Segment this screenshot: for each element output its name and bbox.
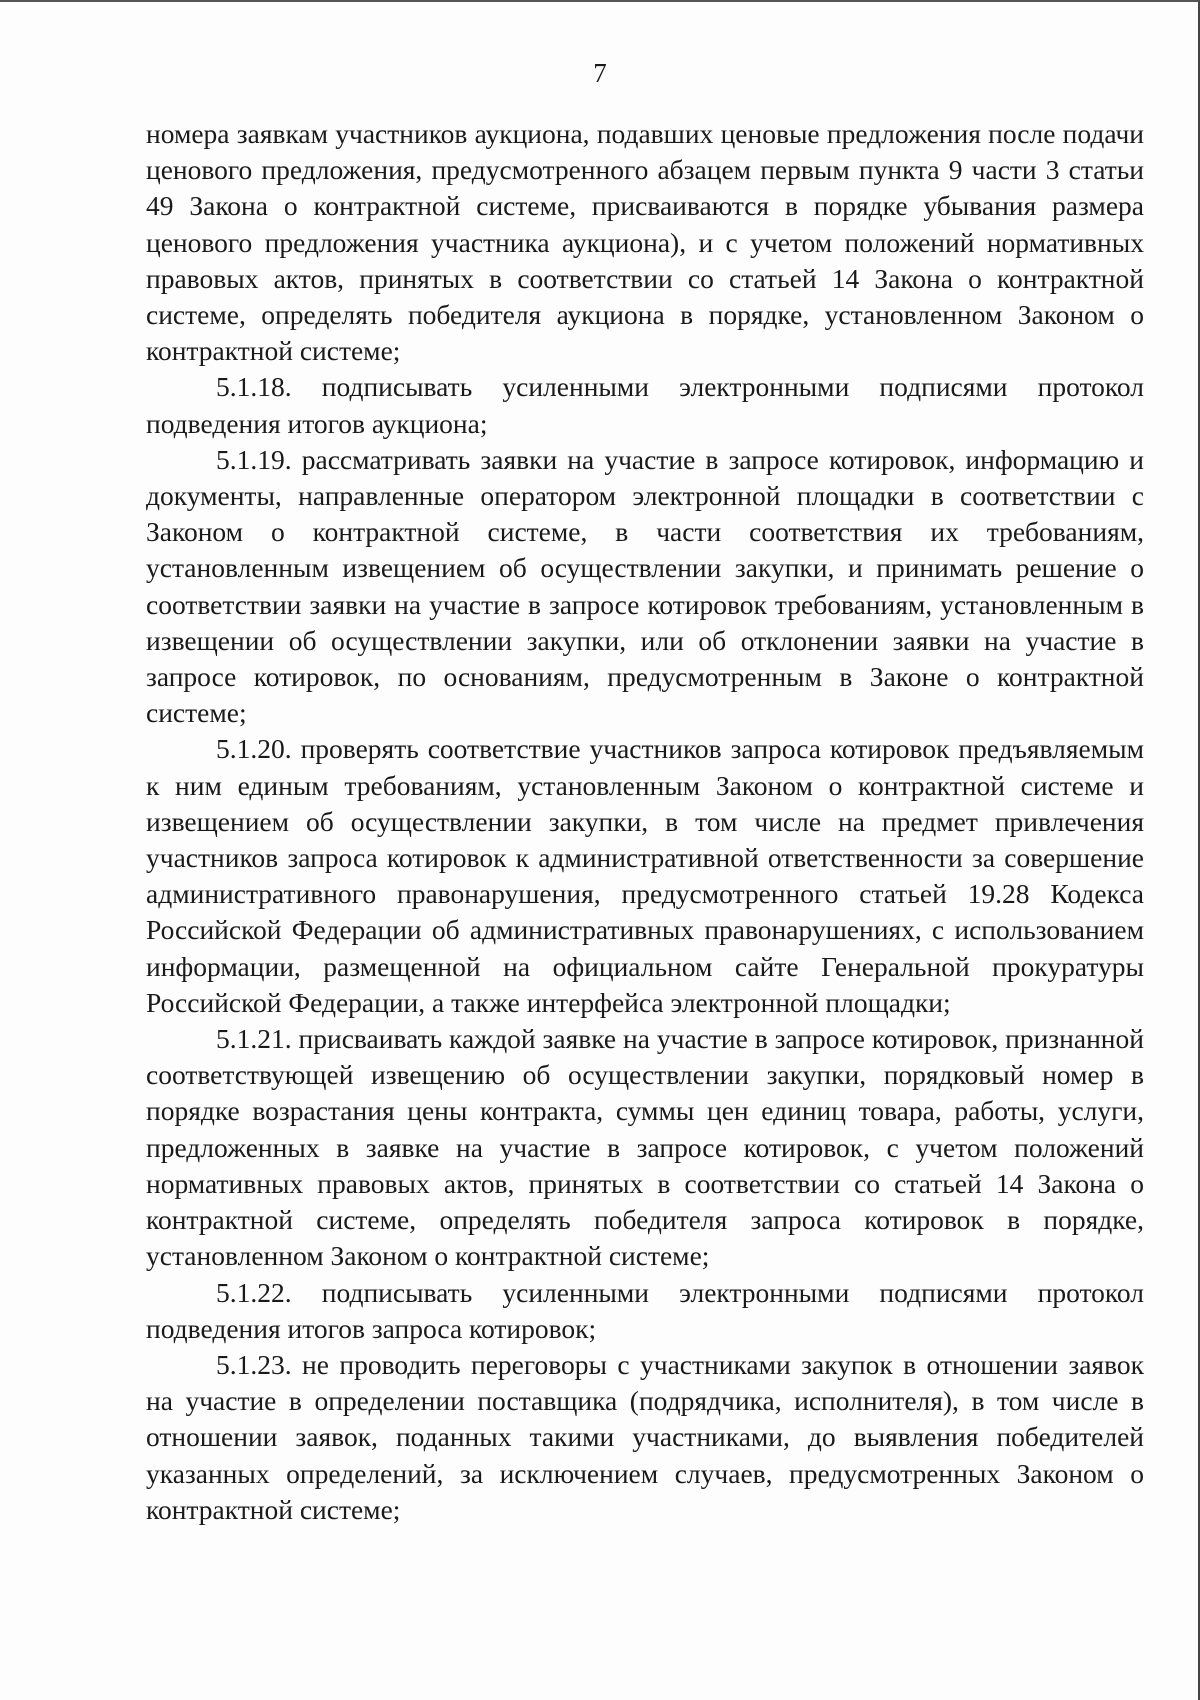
paragraph-5-1-23: 5.1.23. не проводить переговоры с участниками закупок в отношении заявок на участие в определении поставщика (подрядчика, исполнителя), в том числе в отношении заявок, поданных такими участниками, до выявления победителей указанных определений, за исключением случаев, предусмотренных Законом о контрактной системе;: [146, 1348, 1144, 1525]
paragraph-5-1-22: 5.1.22. подписывать усиленными электронными подписями протокол подведения итогов запроса котировок;: [146, 1276, 1144, 1344]
document-body: [146, 116, 1144, 1528]
page-number: 7: [593, 58, 607, 88]
paragraph-continuation: номера заявкам участников аукциона, подавших ценовые предложения после подачи ценового предложения, предусмотренного абзацем первым пункта 9 части 3 статьи 49 Закона о контрактной системе, присваиваются в порядке убывания размера ценового предложения участника аукциона), и с учетом положений нормативных правовых актов, принятых в соответствии со статьей 14 Закона о контрактной системе, определять победителя аукциона в порядке, установленном Законом о контрактной системе;: [146, 118, 1144, 367]
paragraph-5-1-19: 5.1.19. рассматривать заявки на участие в запросе котировок, информацию и документы, направленные оператором электронной площадки в соответствии с Законом о контрактной системе, в части соответствия их требованиям, установленным извещением об осуществлении закупки, и принимать решение о соответствии заявки на участие в запросе котировок требованиям, установленным в извещении об осуществлении закупки, или об отклонении заявки на участие в запросе котировок, по основаниям, предусмотренным в Законе о контрактной системе;: [146, 443, 1144, 729]
paragraph-5-1-21: 5.1.21. присваивать каждой заявке на участие в запросе котировок, признанной соответствующей извещению об осуществлении закупки, порядковый номер в порядке возрастания цены контракта, суммы цен единиц товара, работы, услуги, предложенных в заявке на участие в запросе котировок, с учетом положений нормативных правовых актов, принятых в соответствии со статьей 14 Закона о контрактной системе, определять победителя запроса котировок в порядке, установленном Законом о контрактной системе;: [146, 1023, 1144, 1272]
paragraph-5-1-18: 5.1.18. подписывать усиленными электронными подписями протокол подведения итогов аукциона;: [146, 371, 1144, 439]
paragraph-5-1-20: 5.1.20. проверять соответствие участников запроса котировок предъявляемым к ним единым требованиям, установленным Законом о контрактной системе и извещением об осуществлении закупки, в том числе на предмет привлечения участников запроса котировок к административной ответственности за совершение административного правонарушения, предусмотренного статьей 19.28 Кодекса Российской Федерации об административных правонарушениях, с использованием информации, размещенной на официальном сайте Генеральной прокуратуры Российской Федерации, а также интерфейса электронной площадки;: [146, 733, 1144, 1018]
